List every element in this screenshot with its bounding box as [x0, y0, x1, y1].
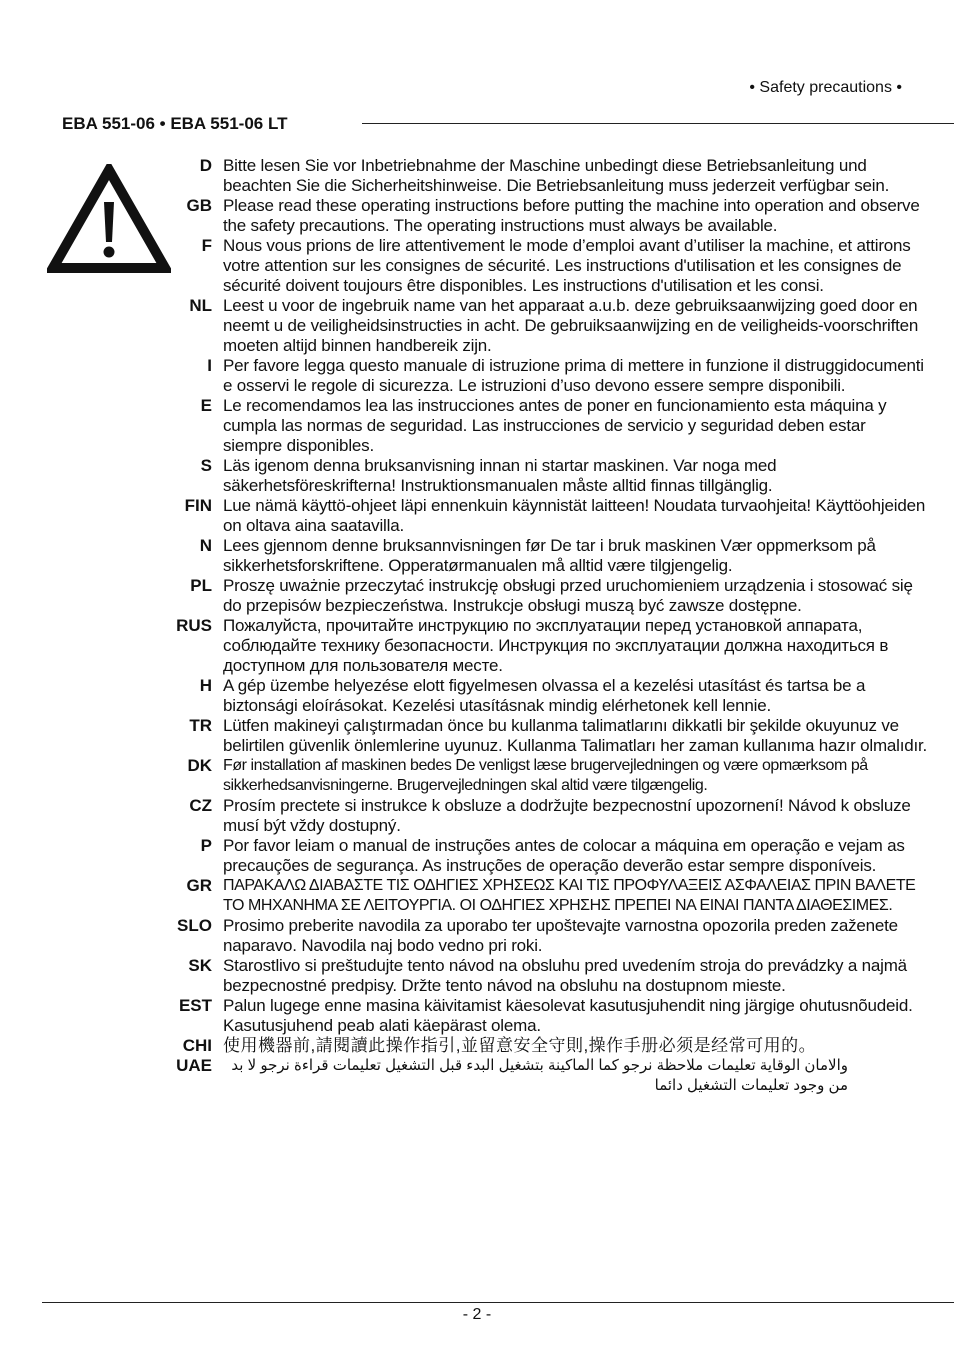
- language-entry-tr: [168, 716, 928, 756]
- language-entry-est: [168, 996, 928, 1036]
- language-text: Lütfen makineyi çalıştırmadan önce bu kullanma talimatlarını dikkatli bir şekilde okuyunuz ve belirtilen güvenlik önlemlerine uyunuz. Kullanma Talimatları her zaman kullanıma hazır olmalıdır.: [223, 716, 928, 755]
- language-text: Prosimo preberite navodila za uporabo ter upoštevajte varnostna opozorila preden zaženete naparavo. Navodila naj bodo vedno pri roki.: [223, 916, 898, 955]
- language-code: SK: [188, 956, 212, 975]
- language-entry-rus: [168, 616, 928, 676]
- language-entry-cz: [168, 796, 928, 836]
- language-text: Bitte lesen Sie vor Inbetriebnahme der Maschine unbedingt diese Betriebsanleitung und beachten Sie die Sicherheitshinweise. Die Betriebsanleitung muss jederzeit verfügbar sein.: [223, 156, 890, 195]
- language-entry-gb: [168, 196, 928, 236]
- language-text: Prosím prectete si instrukce k obsluze a dodržujte bezpecnostní upozornení! Návod k obsluze musí být vždy dostupný.: [223, 796, 911, 835]
- language-entry-dk: [168, 756, 928, 796]
- language-entry-h: [168, 676, 928, 716]
- language-entry-uae: [168, 1056, 928, 1096]
- language-list: [168, 156, 928, 1096]
- language-code: RUS: [176, 616, 212, 635]
- language-entry-nl: [168, 296, 928, 356]
- language-code: EST: [178, 996, 212, 1015]
- language-code: N: [199, 536, 212, 555]
- language-entry-fin: [168, 496, 928, 536]
- language-code: I: [207, 356, 212, 375]
- language-code: CHI: [182, 1036, 212, 1055]
- language-code: D: [199, 156, 212, 175]
- warning-triangle-icon: [47, 164, 171, 274]
- model-title: EBA 551-06 • EBA 551-06 LT: [62, 114, 288, 133]
- language-code: UAE: [176, 1056, 212, 1075]
- language-entry-n: [168, 536, 928, 576]
- language-code: F: [201, 236, 212, 255]
- language-code: GR: [186, 876, 212, 895]
- language-text: ΠΑΡΑΚΑΛΩ ΔΙΑΒΑΣΤΕ ΤΙΣ ΟΔΗΓΙΕΣ ΧΡΗΣΕΩΣ ΚΑΙ ΤΙΣ ΠΡΟΦΥΛΑΞΕΙΣ ΑΣΦΑΛΕΙΑΣ ΠΡΙΝ ΒΑΛΕΤΕ ΤΟ ΜΗΧΑΝΗΜΑ ΣΕ ΛΕΙΤΟΥΡΓΙΑ. ΟΙ ΟΔΗΓΙΕΣ ΧΡΗΣΗΣ ΠΡΕΠΕΙ ΝΑ ΕΙΝΑΙ ΠΑΝΤΑ ΔΙΑΘΕΣΙΜΕΣ.: [223, 877, 916, 914]
- language-entry-p: [168, 836, 928, 876]
- language-entry-i: [168, 356, 928, 396]
- language-text: والامان الوقاية تعليمات ملاحظة نرجو كما الماكينة بتشغيل البدء قبل التشغيل تعليمات قراءة نرجو لا بد من وجود تعليمات التشغيل دائما: [231, 1057, 848, 1094]
- language-code: E: [200, 396, 212, 415]
- language-entry-slo: [168, 916, 928, 956]
- language-text: Lue nämä käyttö-ohjeet läpi ennenkuin käynnistät laitteen! Noudata turvaohjeita! Käyttöohjeiden on oltava aina saatavilla.: [223, 496, 926, 535]
- language-entry-s: [168, 456, 928, 496]
- language-code: TR: [189, 716, 212, 735]
- language-entry-sk: [168, 956, 928, 996]
- language-text: A gép üzembe helyezése elott figyelmesen olvassa el a kezelési utasítást és tartsa be a biztonsági eloírásokat. Kezelési utasításnak mindig elérhetonek kell lennie.: [223, 676, 866, 715]
- language-text: Please read these operating instructions before putting the machine into operation and observe the safety precautions. The operating instructions must always be available.: [223, 196, 920, 235]
- language-text: Le recomendamos lea las instrucciones antes de poner en funcionamiento esta máquina y cumpla las normas de seguridad. Las instrucciones de servicio y seguridad deben estar siempre disponibles.: [223, 396, 887, 455]
- language-entry-e: [168, 396, 928, 456]
- language-text: Lees gjennom denne bruksannvisningen før De tar i bruk maskinen Vær oppmerksom på sikkerhetsforskriftene. Opperatørmanualen må alltid være tilgjengelig.: [223, 536, 876, 575]
- language-text: Før installation af maskinen bedes De venligst læse brugervejledningen og være opmærksom på sikkerhedsanvisningerne. Brugervejledningen skal altid være tilgængelig.: [223, 757, 868, 794]
- language-code: NL: [189, 296, 212, 315]
- language-text: Per favore legga questo manuale di istruzione prima di mettere in funzione il distruggidocumenti e osservi le regole di sicurezza. Le istruzioni d’uso devono essere sempre disponibili.: [223, 356, 924, 395]
- language-entry-pl: [168, 576, 928, 616]
- language-text: Nous vous prions de lire attentivement le mode d’emploi avant d’utiliser la machine, et attirons votre attention sur les consignes de sécurité. Les instructions d'utilisation et les consignes de sécurité doivent toujours être disponibles. Les instructions d'utilisation et les consi.: [223, 236, 911, 295]
- language-code: DK: [187, 756, 212, 775]
- language-code: SLO: [177, 916, 212, 935]
- language-text: Läs igenom denna bruksanvisning innan ni startar maskinen. Var noga med säkerhetsföreskrifterna! Instruktionsmanualen måste alltid finnas tillgänglig.: [223, 456, 777, 495]
- language-text: 使用機器前,請閱讀此操作指引,並留意安全守則,操作手册必须是经常可用的。: [223, 1036, 817, 1055]
- language-code: S: [200, 456, 212, 475]
- language-text: Por favor leiam o manual de instruções antes de colocar a máquina em operação e vejam as precauções de segurança. As instruções de operação deverão estar sempre disponíveis.: [223, 836, 905, 875]
- footer-rule: [42, 1302, 954, 1303]
- page-number: - 2 -: [462, 1306, 492, 1323]
- language-entry-chi: [168, 1036, 928, 1056]
- language-entry-gr: [168, 876, 928, 916]
- language-code: PL: [190, 576, 212, 595]
- language-text: Starostlivo si preštudujte tento návod na obsluhu pred uvedením stroja do prevádzky a najmä bezpecnostné predpisy. Držte tento návod na obsluhu na dostupnom mieste.: [223, 956, 907, 995]
- language-code: CZ: [189, 796, 212, 815]
- language-text: Palun lugege enne masina käivitamist käesolevat kasutusjuhendit ning järgige ohutusnõudeid. Kasutusjuhend peab alati käepärast olema.: [223, 996, 913, 1035]
- language-code: P: [200, 836, 212, 855]
- language-entry-f: [168, 236, 928, 296]
- language-text: Proszę uważnie przeczytać instrukcję obsługi przed uruchomieniem urządzenia i stosować się do przepisów bezpieczeństwa. Instrukcje obsługi muszą być zawsze dostępne.: [223, 576, 913, 615]
- language-code: FIN: [184, 496, 212, 515]
- language-text: Leest u voor de ingebruik name van het apparaat a.u.b. deze gebruiksaanwijzing goed door en neemt u de veiligheidsinstructies in acht. De gebruiksaanwijzing en de veiligheids-voorschriften moeten altijd binnen handbereik zijn.: [223, 296, 919, 355]
- language-entry-d: [168, 156, 928, 196]
- language-code: H: [199, 676, 212, 695]
- header-rule: [362, 123, 954, 124]
- language-code: GB: [186, 196, 212, 215]
- section-title: • Safety precautions •: [749, 79, 902, 96]
- language-text: Пожалуйста, прочитайте инструкцию по эксплуатации перед установкой аппарата, соблюдайте технику безопасности. Инструкция по эксплуатации должна находиться в доступном для пользователя месте.: [223, 616, 889, 675]
